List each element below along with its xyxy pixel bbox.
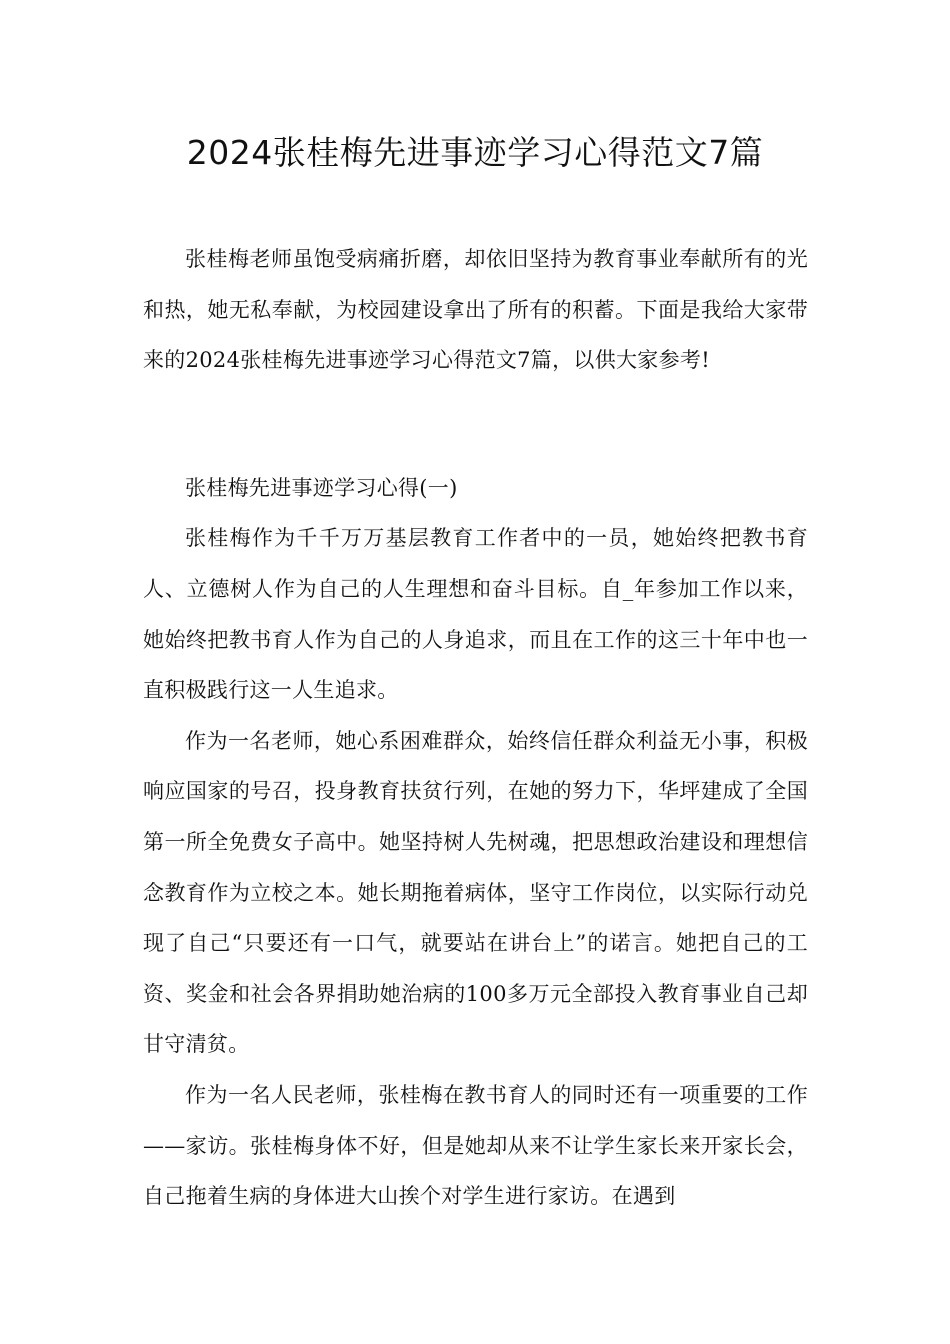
document-body <box>143 234 808 1222</box>
intro-paragraph: 张桂梅老师虽饱受病痛折磨，却依旧坚持为教育事业奉献所有的光和热，她无私奉献，为校园建设拿出了所有的积蓄。下面是我给大家带来的2024张桂梅先进事迹学习心得范文7篇，以供大家参考! <box>143 247 808 373</box>
document-title: 2024张桂梅先进事迹学习心得范文7篇 <box>186 133 764 172</box>
body-paragraph-1: 张桂梅作为千千万万基层教育工作者中的一员，她始终把教书育人、立德树人作为自己的人生理想和奋斗目标。自_年参加工作以来，她始终把教书育人作为自己的人身追求，而且在工作的这三十年中也一直积极践行这一人生追求。 <box>143 526 808 703</box>
body-paragraph-2: 作为一名老师，她心系困难群众，始终信任群众利益无小事，积极响应国家的号召，投身教育扶贫行列，在她的努力下，华坪建成了全国第一所全免费女子高中。她坚持树人先树魂，把思想政治建设和理想信念教育作为立校之本。她长期拖着病体，坚守工作岗位，以实际行动兑现了自己“只要还有一口气，就要站在讲台上”的诺言。她把自己的工资、奖金和社会各界捐助她治病的100多万元全部投入教育事业自己却甘守清贫。 <box>143 728 808 1057</box>
body-paragraph-3: 作为一名人民老师，张桂梅在教书育人的同时还有一项重要的工作——家访。张桂梅身体不好，但是她却从来不让学生家长来开家长会，自己拖着生病的身体进大山挨个对学生进行家访。在遇到 <box>143 1082 808 1209</box>
section-heading: 张桂梅先进事迹学习心得(一) <box>185 475 458 500</box>
